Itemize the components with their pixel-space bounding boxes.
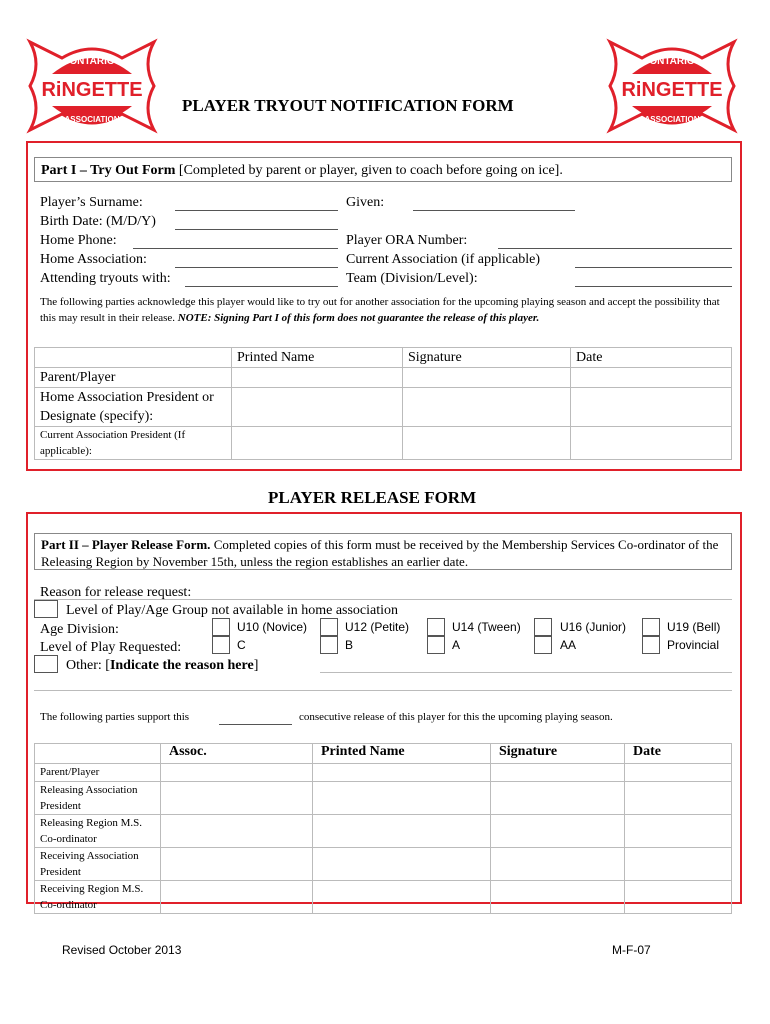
part1-heading-box <box>34 157 732 182</box>
part1-heading-text: [Completed by parent or player, given to coach before going on ice]. <box>175 163 563 178</box>
level-not-available-label: Level of Play/Age Group not available in home association <box>66 603 399 618</box>
home-president-signature-cell[interactable] <box>403 388 571 427</box>
release-form-title: PLAYER RELEASE FORM <box>268 488 477 507</box>
consecutive-count-input[interactable] <box>219 724 292 725</box>
parent-signature-cell[interactable] <box>403 368 571 388</box>
parent-name-cell[interactable] <box>313 764 491 782</box>
level-requested-label: Level of Play Requested: <box>40 640 182 655</box>
rel-pres-assoc-cell[interactable] <box>161 782 313 815</box>
part1-field-home-phone: Home Phone: <box>40 233 117 248</box>
svg-text:RiNGETTE: RiNGETTE <box>41 79 143 101</box>
row-label-parent-player-2: Parent/Player <box>35 764 161 782</box>
option-level-aa: AA <box>560 638 577 652</box>
rec-region-assoc-cell[interactable] <box>161 881 313 914</box>
home-association-input[interactable] <box>175 267 338 268</box>
checkbox-level-a[interactable] <box>427 636 445 654</box>
current-president-date-cell[interactable] <box>571 427 732 460</box>
part1-field-birthdate: Birth Date: (M/D/Y) <box>40 214 156 229</box>
option-u14: U14 (Tween) <box>452 620 521 634</box>
svg-text:ONTARIO: ONTARIO <box>69 56 115 67</box>
part1-signature-table <box>34 347 732 460</box>
parent-date-cell-2[interactable] <box>625 764 732 782</box>
other-reason-label: Other: [Indicate the reason here] <box>66 658 259 673</box>
row-label-receiving-region: Receiving Region M.S. Co-ordinator <box>35 881 161 914</box>
header-assoc: Assoc. <box>161 744 313 764</box>
svg-text:ASSOCIATION: ASSOCIATION <box>64 115 120 124</box>
current-association-input[interactable] <box>575 267 732 268</box>
svg-text:RiNGETTE: RiNGETTE <box>621 79 723 101</box>
header-signature-2: Signature <box>491 744 625 764</box>
attending-input[interactable] <box>185 286 338 287</box>
row-label-releasing-president: Releasing Association President <box>35 782 161 815</box>
header-date-2: Date <box>625 744 732 764</box>
home-president-date-cell[interactable] <box>571 388 732 427</box>
rec-pres-assoc-cell[interactable] <box>161 848 313 881</box>
reason-label: Reason for release request: <box>40 585 192 600</box>
part1-field-team: Team (Division/Level): <box>346 271 478 286</box>
rel-region-name-cell[interactable] <box>313 815 491 848</box>
rec-region-date-cell[interactable] <box>625 881 732 914</box>
part1-note: NOTE: Signing Part I of this form does not guarantee the release of this player. <box>177 312 540 324</box>
header-printed-name-2: Printed Name <box>313 744 491 764</box>
support-text-prefix: The following parties support this <box>40 711 190 723</box>
option-u12: U12 (Petite) <box>345 620 410 634</box>
svg-text:ONTARIO: ONTARIO <box>649 56 695 67</box>
checkbox-u10[interactable] <box>212 618 230 636</box>
support-text-suffix: consecutive release of this player for this the upcoming playing season. <box>299 711 613 723</box>
other-reason-input[interactable] <box>320 672 732 673</box>
parent-printed-name-cell[interactable] <box>232 368 403 388</box>
rel-region-assoc-cell[interactable] <box>161 815 313 848</box>
reason-underline <box>34 599 732 600</box>
parent-sig-cell[interactable] <box>491 764 625 782</box>
home-president-printed-name-cell[interactable] <box>232 388 403 427</box>
current-president-printed-name-cell[interactable] <box>232 427 403 460</box>
rec-pres-date-cell[interactable] <box>625 848 732 881</box>
svg-text:ASSOCIATION: ASSOCIATION <box>644 115 700 124</box>
option-u10: U10 (Novice) <box>237 620 308 634</box>
page-title: PLAYER TRYOUT NOTIFICATION FORM <box>182 96 514 115</box>
checkbox-u16[interactable] <box>534 618 552 636</box>
part2-heading-text: Completed copies of this form must be received by the Membership Services Co-ordinator of the Releasing Region by November 15th, unless the region establishes an earlier date. <box>41 537 719 569</box>
header-printed-name: Printed Name <box>232 348 403 368</box>
ringette-logo-right <box>602 34 742 134</box>
row-label-receiving-president: Receiving Association President <box>35 848 161 881</box>
rec-region-name-cell[interactable] <box>313 881 491 914</box>
header-signature: Signature <box>403 348 571 368</box>
rec-pres-sig-cell[interactable] <box>491 848 625 881</box>
option-level-provincial: Provincial <box>667 638 720 652</box>
rec-pres-name-cell[interactable] <box>313 848 491 881</box>
parent-date-cell[interactable] <box>571 368 732 388</box>
part1-heading-bold: Part I – Try Out Form <box>41 163 176 178</box>
checkbox-level-provincial[interactable] <box>642 636 660 654</box>
header-date: Date <box>571 348 732 368</box>
checkbox-level-aa[interactable] <box>534 636 552 654</box>
part1-field-surname: Player’s Surname: <box>40 195 143 210</box>
row-label-parent-player: Parent/Player <box>35 368 232 388</box>
part1-field-given: Given: <box>346 195 385 210</box>
level-not-available-checkbox[interactable] <box>34 600 58 618</box>
current-president-signature-cell[interactable] <box>403 427 571 460</box>
part2-signature-table <box>34 743 732 914</box>
part1-field-attending: Attending tryouts with: <box>40 271 171 286</box>
parent-assoc-cell[interactable] <box>161 764 313 782</box>
checkbox-u14[interactable] <box>427 618 445 636</box>
rel-region-sig-cell[interactable] <box>491 815 625 848</box>
footer-form-code: M-F-07 <box>612 943 651 957</box>
part1-field-ora-number: Player ORA Number: <box>346 233 468 248</box>
footer-revised: Revised October 2013 <box>62 943 182 957</box>
other-reason-checkbox[interactable] <box>34 655 58 673</box>
option-level-a: A <box>452 638 461 652</box>
part1-acknowledgement: The following parties acknowledge this player would like to try out for another association for the upcoming playing season and accept the possibility that this may result in their release. NOTE: Signing Part I of this form does not guarantee the release of this player. <box>40 296 720 324</box>
option-u19: U19 (Bell) <box>667 620 721 634</box>
rel-pres-name-cell[interactable] <box>313 782 491 815</box>
birthdate-input[interactable] <box>175 229 338 230</box>
surname-input[interactable] <box>175 210 338 211</box>
option-level-c: C <box>237 638 246 652</box>
row-label-home-president: Home Association President or Designate (specify): <box>35 388 232 427</box>
row-label-current-president: Current Association President (If applicable): <box>35 427 232 460</box>
age-division-label: Age Division: <box>40 622 119 637</box>
given-input[interactable] <box>413 210 575 211</box>
part2-heading-bold: Part II – Player Release Form. <box>41 537 211 552</box>
home-phone-input[interactable] <box>133 248 338 249</box>
checkbox-u19[interactable] <box>642 618 660 636</box>
ora-number-input[interactable] <box>498 248 732 249</box>
checkbox-level-b[interactable] <box>320 636 338 654</box>
other-reason-input-line2[interactable] <box>34 690 732 691</box>
rec-region-sig-cell[interactable] <box>491 881 625 914</box>
part1-field-current-association: Current Association (if applicable) <box>346 252 540 267</box>
checkbox-u12[interactable] <box>320 618 338 636</box>
part2-heading-box <box>34 533 732 570</box>
option-level-b: B <box>345 638 354 652</box>
row-label-releasing-region: Releasing Region M.S. Co-ordinator <box>35 815 161 848</box>
rel-region-date-cell[interactable] <box>625 815 732 848</box>
rel-pres-sig-cell[interactable] <box>491 782 625 815</box>
ringette-logo-left <box>22 34 162 134</box>
part1-field-home-association: Home Association: <box>40 252 147 267</box>
rel-pres-date-cell[interactable] <box>625 782 732 815</box>
checkbox-level-c[interactable] <box>212 636 230 654</box>
option-u16: U16 (Junior) <box>560 620 627 634</box>
team-input[interactable] <box>575 286 732 287</box>
